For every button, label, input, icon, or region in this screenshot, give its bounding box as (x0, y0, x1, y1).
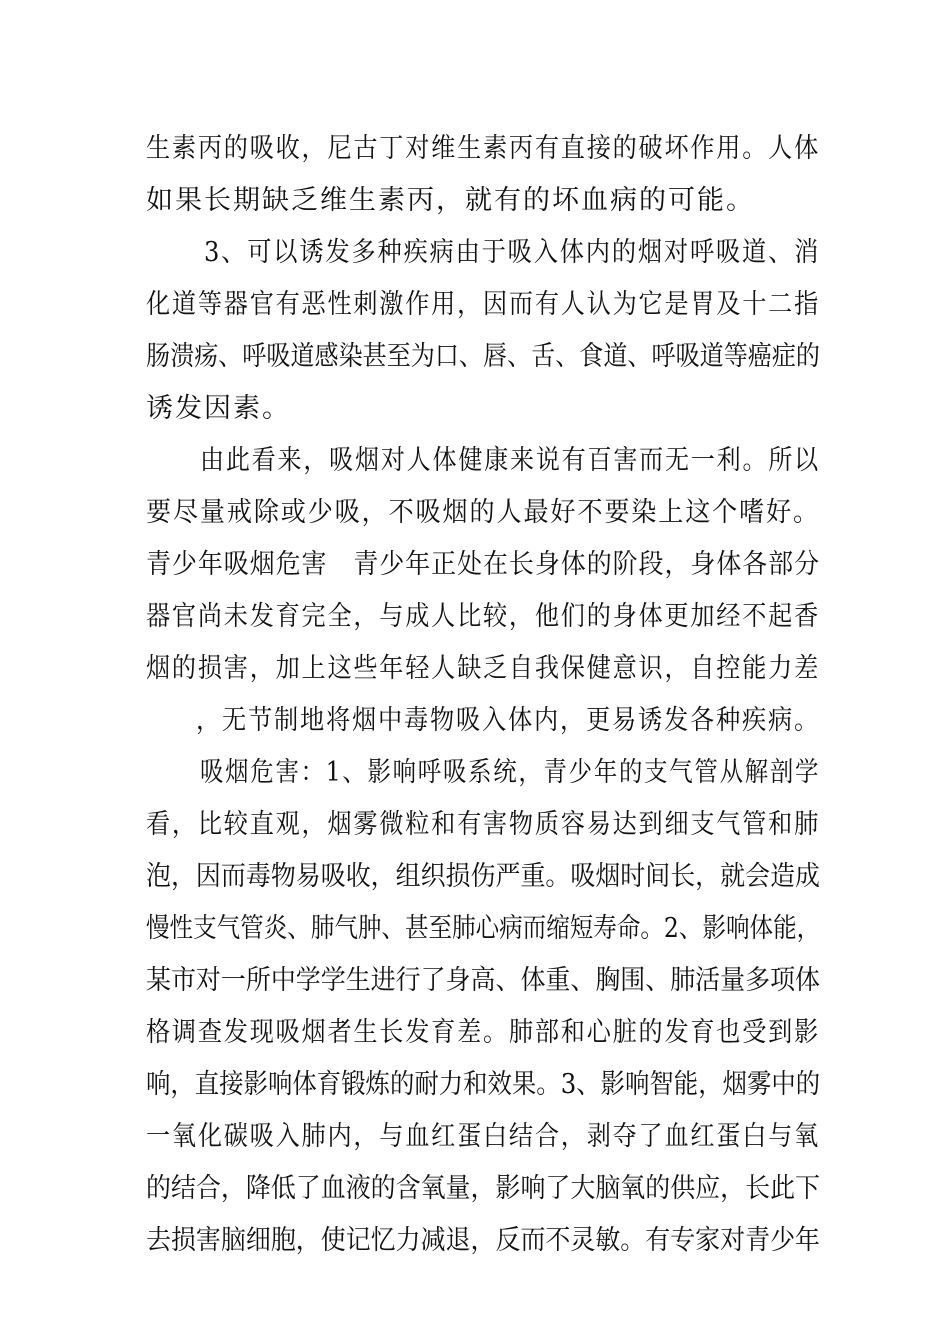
text-line: 烟的损害，加上这些年轻人缺乏自我保健意识，自控能力差 (146, 653, 820, 684)
text-line: 诱发因素。 (146, 393, 291, 424)
text-line: 慢性支气管炎、肺气肿、甚至肺心病而缩短寿命。2、影响体能， (146, 913, 821, 944)
text-line: 的结合，降低了血液的含氧量，影响了大脑氧的供应，长此下 (146, 1173, 820, 1204)
text-line: 响，直接影响体育锻炼的耐力和效果。3、影响智能，烟雾中的 (146, 1069, 821, 1100)
text-line: 由此看来，吸烟对人体健康来说有百害而无一利。所以 (200, 445, 820, 476)
text-line: 生素丙的吸收，尼古丁对维生素丙有直接的破坏作用。人体 (146, 133, 820, 164)
text-line: 青少年吸烟危害 青少年正处在长身体的阶段，身体各部分 (146, 549, 820, 580)
text-line: 要尽量戒除或少吸，不吸烟的人最好不要染上这个嗜好。 (146, 497, 820, 528)
text-line: 泡，因而毒物易吸收，组织损伤严重。吸烟时间长，就会造成 (146, 861, 820, 892)
text-line: 化道等器官有恶性刺激作用，因而有人认为它是胃及十二指 (146, 289, 820, 320)
text-line: 器官尚未发育完全，与成人比较，他们的身体更加经不起香 (146, 601, 820, 632)
text-line: 吸烟危害：1、影响呼吸系统，青少年的支气管从解剖学 (200, 757, 821, 788)
text-line: 如果长期缺乏维生素丙，就有的坏血病的可能。 (146, 185, 755, 216)
text-line: 看，比较直观，烟雾微粒和有害物质容易达到细支气管和肺 (146, 809, 820, 840)
text-line: ，无节制地将烟中毒物吸入体内，更易诱发各种疾病。 (196, 705, 820, 736)
text-line: 3、可以诱发多种疾病由于吸入体内的烟对呼吸道、消 (204, 237, 821, 268)
text-line: 肠溃疡、呼吸道感染甚至为口、唇、舌、食道、呼吸道等癌症的 (146, 341, 820, 372)
text-line: 某市对一所中学学生进行了身高、体重、胸围、肺活量多项体 (146, 965, 820, 996)
text-line: 格调查发现吸烟者生长发育差。肺部和心脏的发育也受到影 (146, 1017, 820, 1048)
text-line: 一氧化碳吸入肺内，与血红蛋白结合，剥夺了血红蛋白与氧 (146, 1121, 820, 1152)
text-line: 去损害脑细胞，使记忆力减退，反而不灵敏。有专家对青少年 (146, 1225, 820, 1256)
